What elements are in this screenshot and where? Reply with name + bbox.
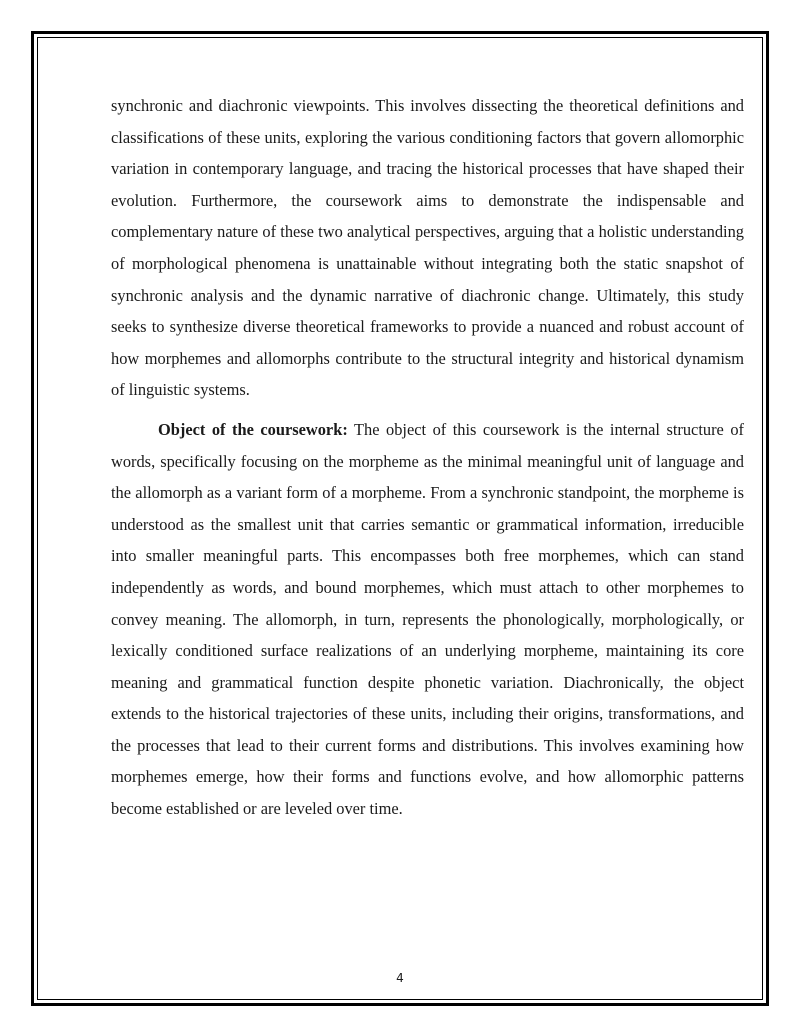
body-paragraph: synchronic and diachronic viewpoints. This involves dissecting the theoretical definitions and classifications of these units, exploring the various conditioning factors that govern allomorphic variation in contemporary language, and tracing the historical processes that have shaped their evolution. Furthermore, the coursework aims to demonstrate the indispensable and complementary nature of these two analytical perspectives, arguing that a holistic understanding of morphological phenomena is unattainable without integrating both the static snapshot of synchronic analysis and the dynamic narrative of diachronic change. Ultimately, this study seeks to synthesize diverse theoretical frameworks to provide a nuanced and robust account of how morphemes and allomorphs contribute to the structural integrity and historical dynamism of linguistic systems.	[111, 96, 744, 400]
page-number: 4	[396, 971, 404, 985]
object-paragraph	[111, 414, 744, 825]
page-body	[111, 90, 744, 825]
object-paragraph-text: The object of this coursework is the internal structure of words, specifically focusing on the morpheme as the minimal meaningful unit of language and the allomorph as a variant form of a morpheme. From a synchronic standpoint, the morpheme is understood as the smallest unit that carries semantic or grammatical information, irreducible into smaller meaningful parts. This encompasses both free morphemes, which can stand independently as words, and bound morphemes, which must attach to other morphemes to convey meaning. The allomorph, in turn, represents the phonologically, morphologically, or lexically conditioned surface realizations of an underlying morpheme, maintaining its core meaning and grammatical function despite phonetic variation. Diachronically, the object extends to the historical trajectories of these units, including their origins, transformations, and the processes that lead to their current forms and distributions. This involves examining how morphemes emerge, how their forms and functions evolve, and how allomorphic patterns become established or are leveled over time.	[111, 419, 744, 819]
section-heading: Object of the coursework:	[158, 419, 348, 439]
